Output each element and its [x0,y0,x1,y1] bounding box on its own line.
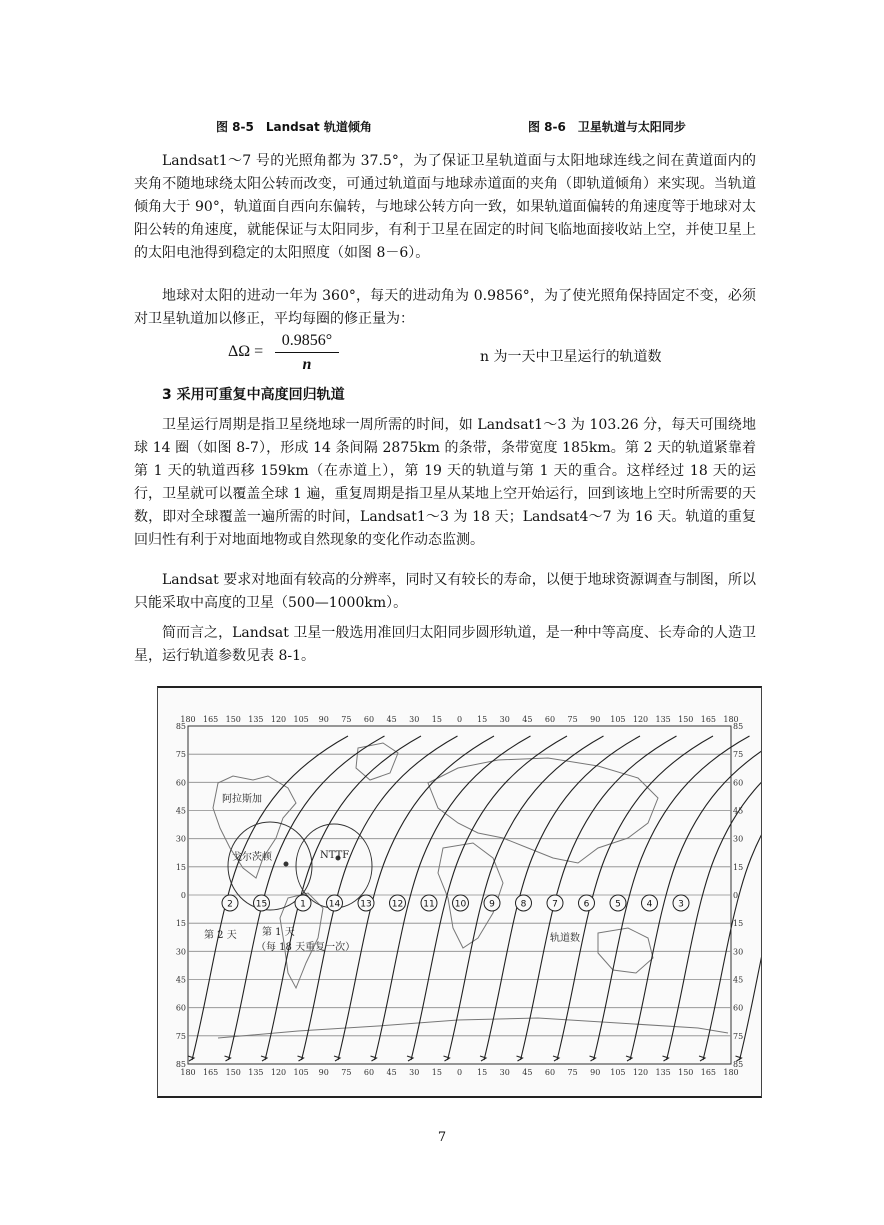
coastline-australia [598,928,653,973]
lon-tick-top: 150 [678,715,694,724]
lon-tick-top: 15 [477,715,488,724]
lon-tick-top: 30 [499,715,510,724]
lon-tick-bottom: 120 [632,1068,649,1077]
lon-tick-top: 150 [225,715,241,724]
orbit-number-text: 11 [423,899,435,910]
lon-tick-top: 165 [202,715,219,724]
lon-tick-top: 90 [590,715,601,724]
lat-label-right: 30 [733,947,744,957]
orbit-number-text: 4 [646,899,653,910]
orbit-number-text: 5 [615,899,621,910]
lat-label-left: 30 [175,834,186,844]
lon-tick-top: 45 [386,715,397,724]
lon-tick-top: 90 [318,715,329,724]
lon-tick-top: 105 [293,715,309,724]
formula-note: n 为一天中卫星运行的轨道数 [480,349,662,365]
lat-label-left: 75 [175,750,186,760]
lat-label-right: 30 [733,834,744,844]
lon-tick-bottom: 135 [248,1068,264,1077]
orbit-number-text: 3 [678,899,684,910]
formula-numerator: 0.9856° [275,330,339,353]
orbit-number-text: 13 [360,899,372,910]
paragraph-summary: 简而言之，Landsat 卫星一般选用准回归太阳同步圆形轨道，是一种中等高度、长寿命的人造卫星，运行轨道参数见表 8-1。 [134,625,756,664]
label-orbit-count: 轨道数 [550,933,580,944]
lon-tick-top: 75 [341,715,352,724]
formula-denominator: n [302,356,312,373]
label-goldstone: 戈尔茨顿 [232,852,272,863]
lon-tick-top: 165 [700,715,717,724]
orbit-number-text: 12 [391,899,404,910]
lon-tick-top: 60 [544,715,556,724]
lat-label-left: 85 [175,722,186,731]
lon-tick-bottom: 60 [544,1068,556,1077]
lat-label-left: 45 [175,975,186,985]
section-heading: 3 采用可重复中高度回归轨道 [162,387,345,403]
lon-tick-bottom: 75 [341,1068,352,1077]
lon-tick-top: 105 [610,715,626,724]
lon-tick-top: 135 [248,715,264,724]
coastline-antarctica [218,1018,728,1038]
lon-tick-bottom: 105 [610,1068,626,1077]
lon-tick-bottom: 15 [477,1068,488,1077]
lat-label-right: 75 [733,750,744,760]
orbit-number-text: 1 [300,899,306,910]
lon-tick-top: 180 [723,715,739,724]
figure-8-7-orbit-map [157,686,762,1098]
lat-label-left: 15 [175,919,186,929]
lon-tick-bottom: 150 [225,1068,241,1077]
lon-tick-top: 15 [431,715,442,724]
lon-tick-bottom: 90 [590,1068,601,1077]
lon-tick-bottom: 120 [270,1068,287,1077]
lat-label-left: 30 [175,947,186,957]
lat-label-left: 45 [175,806,186,816]
lat-label-right: 0 [733,891,739,900]
lon-tick-top: 30 [409,715,420,724]
lat-label-left: 75 [175,1031,186,1041]
label-repeat: （每 18 天重复一次） [256,942,356,953]
label-alaska: 阿拉斯加 [222,794,262,805]
formula-correction [0,330,884,382]
lon-tick-bottom: 90 [318,1068,329,1077]
lat-label-left: 0 [180,891,186,900]
page-number: 7 [437,1130,447,1145]
lon-tick-bottom: 135 [655,1068,671,1077]
lon-tick-bottom: 180 [180,1068,196,1077]
lon-tick-bottom: 60 [363,1068,375,1077]
lat-label-right: 45 [733,975,744,985]
label-day1: 第 1 天 [262,927,295,938]
coastline-greenland [356,743,398,780]
lon-tick-top: 75 [567,715,578,724]
orbit-number-text: 6 [583,899,590,910]
orbit-number-text: 8 [520,899,527,910]
lon-tick-bottom: 75 [567,1068,578,1077]
lat-label-right: 60 [733,1003,744,1013]
orbit-number-text: 9 [489,899,495,910]
lat-label-left: 60 [175,1003,186,1013]
label-nttf: NTTF [320,850,350,861]
paragraph-period: 卫星运行周期是指卫星绕地球一周所需的时间，如 Landsat1～3 为 103.26 分，每天可围绕地球 14 圈（如图 8-7），形成 14 条间隔 2875km 的条带，条带宽度 185km。第 2 天的轨道紧靠着第 1 天的轨道西移 159km（在赤道上），第 19 天的轨道与第 1 天的重合。这样经过 18 天的运行，卫星就可以覆盖全球 1 遍，重复周期是指卫星从某地上空开始运行，回到该地上空时所需要的天数，即对全球覆盖一遍所需的时间，Landsat1～3 为 18 天；Landsat4～7 为 16 天。轨道的重复回归性有利于对地面地物或自然现象的变化作动态监测。 [134,417,756,548]
caption-figure-8-6: 图 8-6 卫星轨道与太阳同步 [528,120,686,134]
orbit-number-text: 7 [552,899,558,910]
lon-tick-top: 120 [632,715,649,724]
lat-label-right: 85 [733,722,744,731]
lon-tick-bottom: 0 [456,1068,463,1077]
lon-tick-bottom: 30 [499,1068,510,1077]
lon-tick-top: 180 [180,715,196,724]
lat-label-right: 60 [733,778,744,788]
ground-track-map [158,688,761,1096]
orbit-number-text: 10 [454,899,467,910]
lon-tick-bottom: 15 [431,1068,442,1077]
paragraph-precession: 地球对太阳的进动一年为 360°，每天的进动角为 0.9856°，为了使光照角保持固定不变，必须对卫星轨道加以修正，平均每圈的修正量为： [134,288,756,327]
lon-tick-bottom: 45 [386,1068,397,1077]
paragraph-resolution: Landsat 要求对地面有较高的分辨率，同时又有较长的寿命，以便于地球资源调查与制图，所以只能采取中高度的卫星（500—1000km）。 [134,572,756,611]
orbit-ground-track [192,736,348,1060]
lon-tick-bottom: 150 [678,1068,694,1077]
lat-label-right: 75 [733,1031,744,1041]
lon-tick-top: 45 [522,715,533,724]
label-day2: 第 2 天 [204,930,237,941]
lon-tick-bottom: 45 [522,1068,533,1077]
lat-label-right: 85 [733,1060,744,1069]
orbit-ground-track [703,736,761,1060]
lon-tick-bottom: 180 [723,1068,739,1077]
lat-label-left: 60 [175,778,186,788]
lat-label-right: 15 [733,919,744,929]
orbit-number-text: 15 [255,899,268,910]
lat-label-right: 45 [733,806,744,816]
lat-label-right: 15 [733,862,744,872]
lon-tick-bottom: 105 [293,1068,309,1077]
paragraph-inclination: Landsat1～7 号的光照角都为 37.5°，为了保证卫星轨道面与太阳地球连线之间在黄道面内的夹角不随地球绕太阳公转而改变，可通过轨道面与地球赤道面的夹角（即轨道倾角）来实现。当轨道倾角大于 90°，轨道面自西向东偏转，与地球公转方向一致，如果轨道面偏转的角速度等于地球对太阳公转的角速度，就能保证与太阳同步，有利于卫星在固定的时间飞临地面接收站上空，并使卫星上的太阳电池得到稳定的太阳照度（如图 8－6）。 [134,153,756,261]
lon-tick-top: 135 [655,715,671,724]
lon-tick-bottom: 165 [202,1068,219,1077]
lon-tick-top: 0 [456,715,463,724]
orbit-number-text: 2 [227,899,233,910]
orbit-number-text: 14 [328,899,341,910]
figure-captions [0,118,884,138]
station-dot-goldstone [284,862,288,866]
lon-tick-top: 120 [270,715,287,724]
lat-label-left: 85 [175,1060,186,1069]
formula-fraction [275,330,339,377]
formula-lhs: ΔΩ = [228,343,264,360]
lat-label-left: 15 [175,862,186,872]
lon-tick-top: 60 [363,715,375,724]
lon-tick-bottom: 30 [409,1068,420,1077]
caption-figure-8-5: 图 8-5 Landsat 轨道倾角 [216,120,372,134]
lon-tick-bottom: 165 [700,1068,717,1077]
